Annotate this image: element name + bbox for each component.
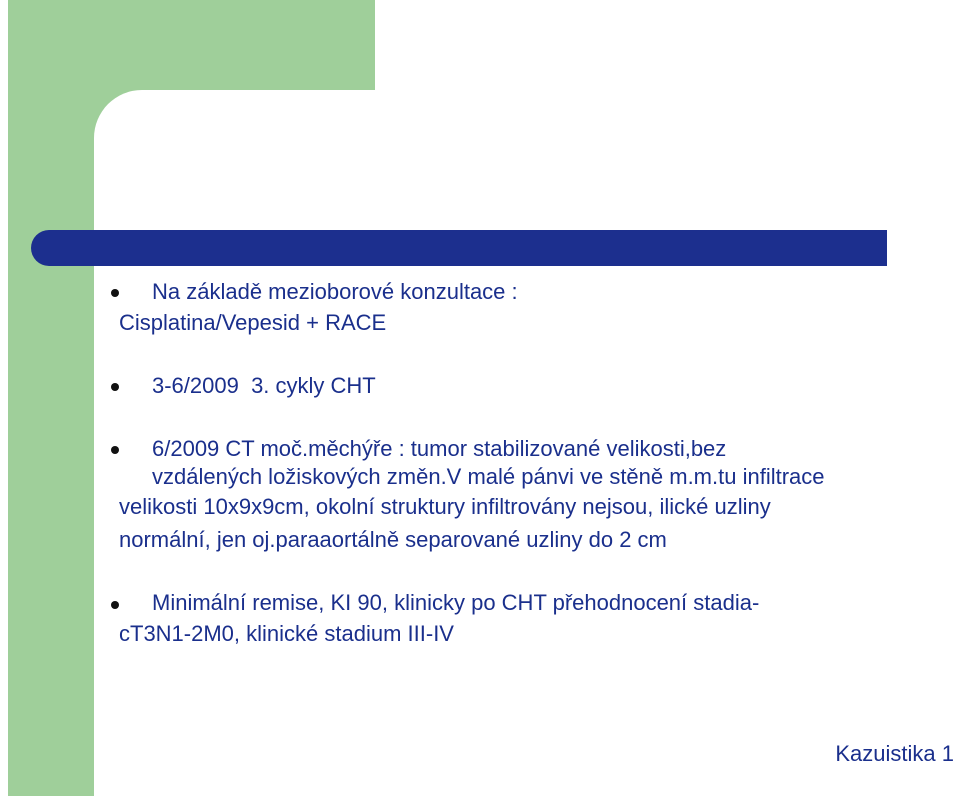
bullet-3-line-3: velikosti 10x9x9cm, okolní struktury infiltrovány nejsou, ilické uzliny <box>119 494 771 519</box>
bullet-icon <box>111 289 119 297</box>
bullet-3-line-4: normální, jen oj.paraaortálně separované uzliny do 2 cm <box>119 527 667 552</box>
bullet-1-line-2: Cisplatina/Vepesid + RACE <box>119 310 387 335</box>
bullet-3-line-2: vzdálených ložiskových změn.V malé pánvi ve stěně m.m.tu infiltrace <box>152 464 825 489</box>
bullet-3-line-1: 6/2009 CT moč.měchýře : tumor stabilizované velikosti,bez <box>152 436 727 461</box>
bullet-2-line-1: 3-6/2009 3. cykly CHT <box>152 373 376 398</box>
bullet-4-line-2: cT3N1-2M0, klinické stadium III-IV <box>119 621 454 646</box>
bullet-icon <box>111 601 119 609</box>
slide-footer-label: Kazuistika 1 <box>835 741 954 766</box>
bullet-icon <box>111 383 119 391</box>
bullet-icon <box>111 446 119 454</box>
bullet-4-line-1: Minimální remise, KI 90, klinicky po CHT přehodnocení stadia- <box>152 590 760 615</box>
bullet-1-line-1: Na základě mezioborové konzultace : <box>152 279 518 304</box>
